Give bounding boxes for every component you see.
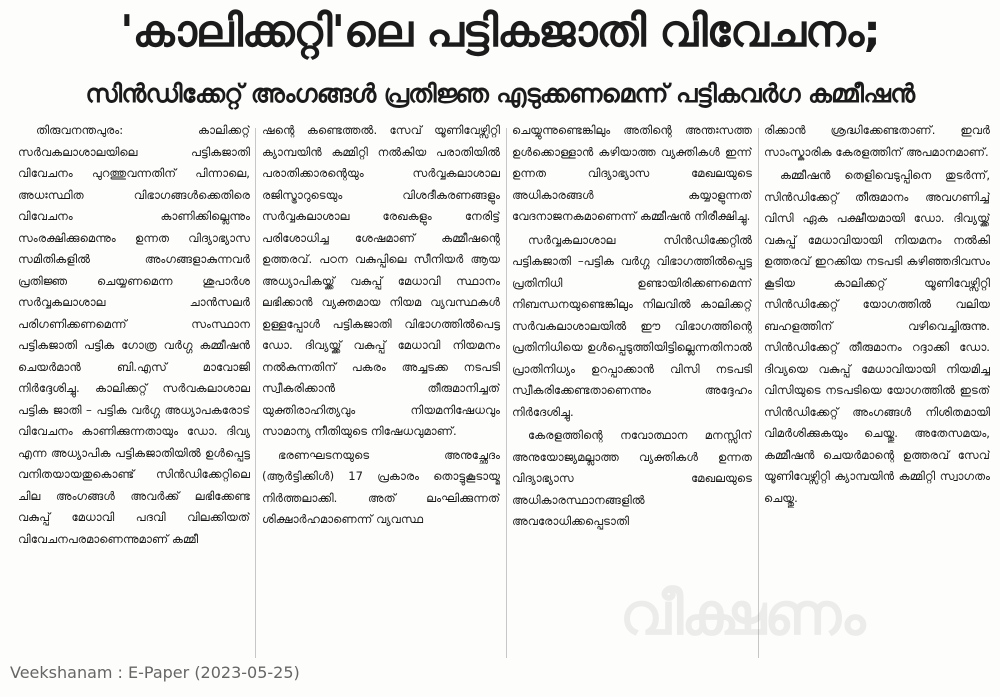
epaper-footer: Veekshanam : E-Paper (2023-05-25) <box>10 663 300 682</box>
article-column-3 <box>512 120 752 665</box>
article-body <box>0 120 1000 665</box>
paragraph: ഭരണഘടനയുടെ അനുച്ഛേദം (ആർട്ടിക്കിൾ) 17 പ്രകാരം തൊട്ടുകൂടായ്മ നിർത്തലാക്കി. അത് ലംഘിക്കുന്നത് ശിക്ഷാർഹമാണെന്ന് വ്യവസ്ഥ <box>262 447 500 526</box>
paragraph: ചെയ്യുന്നുണ്ടെങ്കിലും അതിന്റെ അന്തഃസത്ത ഉൾക്കൊള്ളാൻ കഴിയാത്ത വ്യക്തികൾ ഇന്ന് ഉന്നത വിദ്യാഭ്യാസ മേഖലയുടെ അധികാരങ്ങൾ കയ്യാളുന്നത് വേദനാജനകമാണെന്ന് കമ്മീഷൻ നിരീക്ഷിച്ചു. <box>512 123 752 223</box>
subheadline: സിൻഡിക്കേറ്റ് അംഗങ്ങൾ പ്രതിജ്ഞ എടുക്കണമെന്ന് പട്ടികവർഗ കമ്മീഷൻ <box>85 79 915 108</box>
paragraph: സർവ്വകലാശാല സിൻഡിക്കേറ്റിൽ പട്ടികജാതി –പട്ടിക വർഗ്ഗ വിഭാഗത്തിൽപ്പെട്ട പ്രതിനിധി ഉണ്ടായിരിക്കണമെന്ന് നിബന്ധനയുണ്ടെങ്കിലും നിലവിൽ കാലിക്കറ്റ് സർവകലാശാലയിൽ ഈ വിഭാഗത്തിന്റെ പ്രതിനിധിയെ ഉൾപ്പെടുത്തിയിട്ടില്ലെന്നതിനാൽ പ്രാതിനിധ്യം ഉറപ്പാക്കാൻ വിസി നടപടി സ്വീകരിക്കേണ്ടതാണെന്നും അദ്ദേഹം നിർദേശിച്ചു. <box>512 232 752 419</box>
paragraph: രിക്കാൻ ശ്രദ്ധിക്കേണ്ടതാണ്. ഇവർ സാംസ്കാരിക കേരളത്തിന് അപമാനമാണ്. <box>764 123 990 159</box>
column-divider <box>255 128 256 658</box>
article-column-1 <box>18 120 250 665</box>
article-column-4 <box>764 120 990 665</box>
article-column-2 <box>262 120 500 665</box>
watermark-logo: വീക്ഷണം <box>620 580 864 648</box>
paragraph: കമ്മീഷൻ തെളിവെടുപ്പിനെ തുടർന്ന്, സിൻഡിക്കേറ്റ് തീരുമാനം അവഗണിച്ച് വിസി ഏക പക്ഷീയമായി ഡോ. ദിവ്യയ്ക്ക് വകുപ്പ് മേധാവിയായി നിയമനം നൽകി ഉത്തരവ് ഇറക്കിയ നടപടി കഴിഞ്ഞദിവസം കൂടിയ കാലിക്കറ്റ് യൂണിവേഴ്സിറ്റി സിൻഡിക്കേറ്റ് യോഗത്തിൽ വലിയ ബഹളത്തിന് വഴിവെച്ചിരുന്നു. സിൻഡിക്കേറ്റ് തീരുമാനം റദ്ദാക്കി ഡോ. ദിവ്യയെ വകുപ്പ് മേധാവിയായി നിയമിച്ച വിസിയുടെ നടപടിയെ യോഗത്തിൽ ഇടത് സിൻഡിക്കേറ്റ് അംഗങ്ങൾ നിശിതമായി വിമർശിക്കുകയും ചെയ്തു. അതേസമയം, കമ്മീഷൻ ചെയർമാന്റെ ഉത്തരവ് സേവ് യൂണിവേഴ്സിറ്റി ക്യാമ്പയിൻ കമ്മിറ്റി സ്വാഗതം ചെയ്തു. <box>764 168 990 505</box>
headline: 'കാലിക്കറ്റി'ലെ പട്ടികജാതി വിവേചനം; <box>120 6 880 57</box>
paragraph: കേരളത്തിന്റെ നവോത്ഥാന മനസ്സിന് അനുയോജ്യമല്ലാത്ത വ്യക്തികൾ ഉന്നത വിദ്യാഭ്യാസ മേഖലയുടെ അധികാരസ്ഥാനങ്ങളിൽ അവരോധിക്കപ്പെടാതി <box>512 428 752 528</box>
paragraph: ഷന്റെ കണ്ടെത്തൽ. സേവ് യൂണിവേഴ്സിറ്റി ക്യാമ്പയിൻ കമ്മിറ്റി നൽകിയ പരാതിയിൽ പരാതിക്കാരന്റെയും സർവ്വകലാശാല രജിസ്ട്രാറുടെയും വിശദീകരണങ്ങളും സർവ്വകലാശാല രേഖകളും നേരിട്ട് പരിശോധിച്ച ശേഷമാണ് കമ്മീഷന്റെ ഉത്തരവ്. പഠന വകുപ്പിലെ സീനിയർ ആയ അധ്യാപികയ്ക്ക് വകുപ്പ് മേധാവി സ്ഥാനം ലഭിക്കാൻ വ്യക്തമായ നിയമ വ്യവസ്ഥകൾ ഉള്ളപ്പോൾ പട്ടികജാതി വിഭാഗത്തിൽപെട്ട ഡോ. ദിവ്യയ്ക്ക് വകുപ്പ് മേധാവി നിയമനം നൽകുന്നതിന് പകരം അച്ചടക്ക നടപടി സ്വീകരിക്കാൻ തീരുമാനിച്ചത് യുക്തിരാഹിത്യവും നിയമനിഷേധവും സാമാന്യ നീതിയുടെ നിഷേധവുമാണ്. <box>262 123 500 438</box>
column-divider <box>506 128 507 658</box>
column-divider <box>758 128 759 658</box>
paragraph: തിരുവനന്തപുരം: കാലിക്കറ്റ് സർവകലാശാലയിലെ പട്ടികജാതി വിവേചനം പുറത്തുവന്നതിന് പിന്നാലെ, അധഃസ്ഥിത വിഭാഗങ്ങൾക്കെതിരെ വിവേചനം കാണിക്കില്ലെന്നും സംരക്ഷിക്കുമെന്നും ഉന്നത വിദ്യാഭ്യാസ സമിതികളിൽ അംഗങ്ങളാകുന്നവർ പ്രതിജ്ഞ ചെയ്യണമെന്ന ശുപാർശ സർവ്വകലാശാല ചാൻസലർ പരിഗണിക്കണമെന്ന് സംസ്ഥാന പട്ടികജാതി പട്ടിക ഗോത്ര വർഗ്ഗ കമ്മീഷൻ ചെയർമാൻ ബി.എസ് മാവോജി നിർദ്ദേശിച്ചു. കാലിക്കറ്റ് സർവകലാശാല പട്ടിക ജാതി – പട്ടിക വർഗ്ഗ അധ്യാപകരോട് വിവേചനം കാണിക്കുന്നതായും ഡോ. ദിവ്യ എന്ന അധ്യാപിക പട്ടികജാതിയിൽ ഉൾപ്പെട്ട വനിതയായതുകൊണ്ട് സിൻഡിക്കേറ്റിലെ ചില അംഗങ്ങൾ അവർക്ക് ലഭിക്കേണ്ട വകുപ്പ് മേധാവി പദവി വിലക്കിയത് വിവേചനപരമാണെന്നുമാണ് കമ്മീ <box>18 123 250 546</box>
